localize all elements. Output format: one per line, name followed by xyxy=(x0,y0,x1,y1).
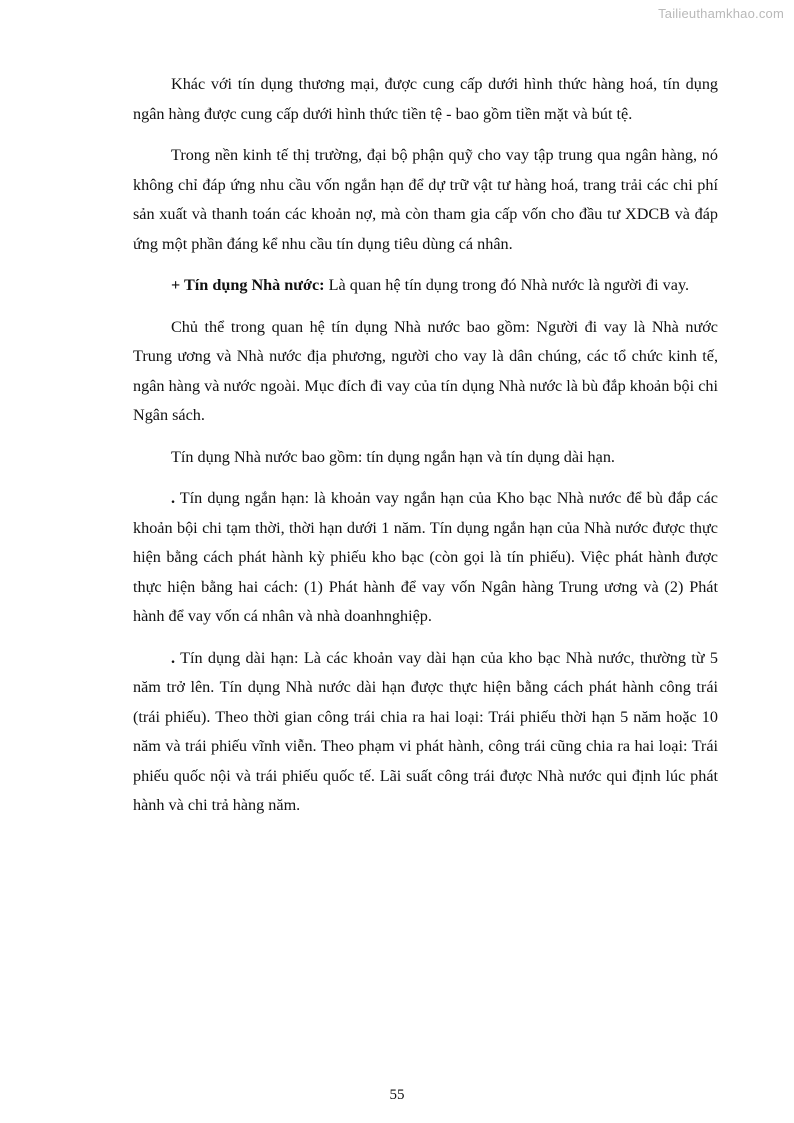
paragraph-5 xyxy=(133,443,718,473)
paragraph-4 xyxy=(133,313,718,431)
watermark-text: Tailieuthamkhao.com xyxy=(658,6,784,21)
paragraph-lead-bullet: . xyxy=(171,489,176,507)
page-number: 55 xyxy=(389,1087,405,1103)
paragraph-text: Tín dụng dài hạn: Là các khoản vay dài hạn của kho bạc Nhà nước, thường từ 5 năm trở lên. Tín dụng Nhà nước dài hạn được thực hiện bằng cách phát hành công trái (trái phiếu). Theo thời gian công trái chia ra hai loại: Trái phiếu thời hạn 5 năm hoặc 10 năm và trái phiếu vĩnh viễn. Theo phạm vi phát hành, công trái cũng chia ra hai loại: Trái phiếu quốc nội và trái phiếu quốc tế. Lãi suất công trái được Nhà nước qui định lúc phát hành và chi trả hàng năm. xyxy=(133,648,718,814)
paragraph-text: Trong nền kinh tế thị trường, đại bộ phận quỹ cho vay tập trung qua ngân hàng, nó không chỉ đáp ứng nhu cầu vốn ngắn hạn để dự trữ vật tư hàng hoá, trang trải các chi phí sản xuất và thanh toán các khoản nợ, mà còn tham gia cấp vốn cho đầu tư XDCB và đáp ứng một phần đáng kể nhu cầu tín dụng tiêu dùng cá nhân. xyxy=(133,146,718,253)
paragraph-lead-bullet: . xyxy=(171,648,176,667)
paragraph-short-term xyxy=(133,484,718,632)
paragraph-text: Là quan hệ tín dụng trong đó Nhà nước là người đi vay. xyxy=(324,276,690,294)
paragraph-1 xyxy=(133,70,718,129)
paragraph-text: Khác với tín dụng thương mại, được cung cấp dưới hình thức hàng hoá, tín dụng ngân hàng được cung cấp dưới hình thức tiền tệ - bao gồm tiền mặt và bút tệ. xyxy=(133,75,718,123)
paragraph-2 xyxy=(133,141,718,259)
paragraph-text: Tín dụng Nhà nước bao gồm: tín dụng ngắn hạn và tín dụng dài hạn. xyxy=(171,447,615,466)
paragraph-lead-bold: + Tín dụng Nhà nước: xyxy=(171,276,325,294)
paragraph-text: Tín dụng ngắn hạn: là khoản vay ngắn hạn của Kho bạc Nhà nước để bù đắp các khoản bội chi tạm thời, thời hạn dưới 1 năm. Tín dụng ngắn hạn của Nhà nước được thực hiện bằng cách phát hành kỳ phiếu kho bạc (còn gọi là tín phiếu). Việc phát hành được thực hiện bằng hai cách: (1) Phát hành để vay vốn Ngân hàng Trung ương và (2) Phát hành để vay vốn cá nhân và nhà doanhnghiệp. xyxy=(133,489,718,625)
paragraph-text: Chủ thể trong quan hệ tín dụng Nhà nước bao gồm: Người đi vay là Nhà nước Trung ương và Nhà nước địa phương, người cho vay là dân chúng, các tổ chức kinh tế, ngân hàng và nước ngoài. Mục đích đi vay của tín dụng Nhà nước là bù đắp khoản bội chi Ngân sách. xyxy=(133,317,718,424)
paragraph-long-term xyxy=(133,644,718,821)
document-body xyxy=(133,70,718,833)
paragraph-state-credit xyxy=(133,271,718,301)
